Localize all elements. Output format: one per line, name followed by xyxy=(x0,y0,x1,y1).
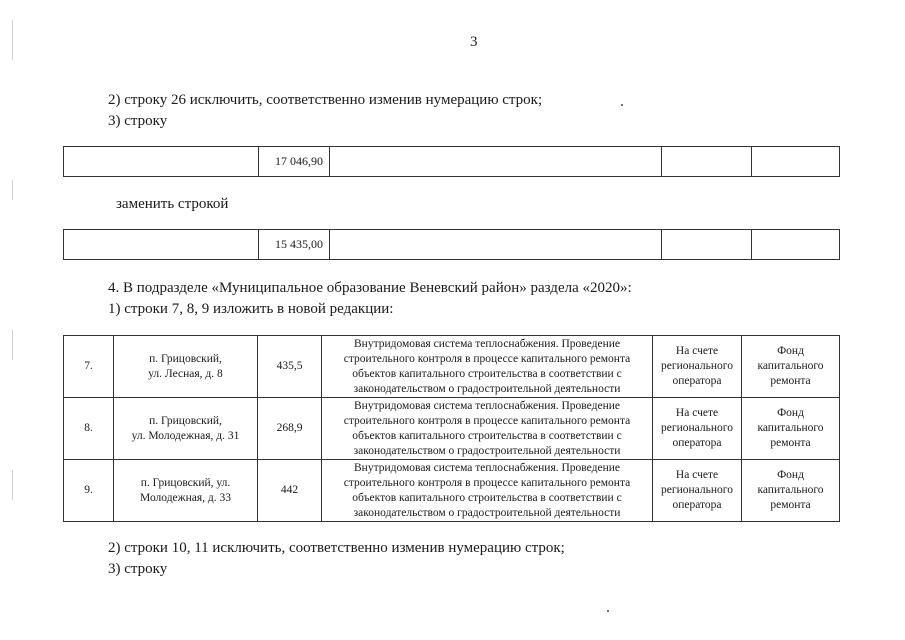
table-row xyxy=(64,398,840,460)
row-account: На счете регионального оператора xyxy=(653,460,742,522)
paragraph-subsection-heading: 4. В подразделе «Муниципальное образование Веневский район» раздела «2020»: xyxy=(108,280,632,296)
paragraph-new-edition: 1) строки 7, 8, 9 изложить в новой редакции: xyxy=(108,301,394,317)
paragraph-replace-with: заменить строкой xyxy=(116,196,229,212)
table-cell xyxy=(64,230,259,260)
row-area: 435,5 xyxy=(258,336,322,398)
table-row xyxy=(64,336,840,398)
row-funding-source: Фонд капитального ремонта xyxy=(742,460,840,522)
table-cell xyxy=(752,147,840,177)
old-row-value: 17 046,90 xyxy=(259,147,330,177)
scan-margin-mark xyxy=(12,20,13,60)
paragraph-exclude-rows-10-11: 2) строки 10, 11 исключить, соответственно изменив нумерацию строк; xyxy=(108,540,565,556)
table-row xyxy=(64,230,840,260)
table-row xyxy=(64,460,840,522)
scan-margin-mark xyxy=(12,470,13,500)
table-cell xyxy=(662,147,752,177)
new-row-value: 15 435,00 xyxy=(259,230,330,260)
houses-table xyxy=(63,335,840,522)
page-number: 3 xyxy=(470,34,478,50)
table-cell xyxy=(64,147,259,177)
row-address: п. Грицовский, ул. Лесная, д. 8 xyxy=(114,336,258,398)
row-account: На счете регионального оператора xyxy=(653,336,742,398)
paragraph-exclude-row-26: 2) строку 26 исключить, соответственно изменив нумерацию строк; xyxy=(108,92,543,108)
row-work-description: Внутридомовая система теплоснабжения. Проведение строительного контроля в процессе капитального ремонта объектов капитального строительства в соответствии с законодательством о градостроительной деятельности xyxy=(322,460,653,522)
paragraph-row-label-2: 3) строку xyxy=(108,561,168,577)
table-cell xyxy=(330,147,662,177)
scan-speck xyxy=(607,610,609,612)
paragraph-row-label: 3) строку xyxy=(108,113,168,129)
row-account: На счете регионального оператора xyxy=(653,398,742,460)
scan-speck xyxy=(621,104,623,106)
table-row xyxy=(64,147,840,177)
row-work-description: Внутридомовая система теплоснабжения. Проведение строительного контроля в процессе капитального ремонта объектов капитального строительства в соответствии с законодательством о градостроительной деятельности xyxy=(322,398,653,460)
table-cell xyxy=(662,230,752,260)
new-row-table xyxy=(63,229,840,260)
row-address: п. Грицовский, ул. Молодежная, д. 31 xyxy=(114,398,258,460)
row-area: 442 xyxy=(258,460,322,522)
row-area: 268,9 xyxy=(258,398,322,460)
row-number: 7. xyxy=(64,336,114,398)
scan-margin-mark xyxy=(12,330,13,360)
row-number: 9. xyxy=(64,460,114,522)
table-cell xyxy=(330,230,662,260)
row-funding-source: Фонд капитального ремонта xyxy=(742,336,840,398)
table-cell xyxy=(752,230,840,260)
row-work-description: Внутридомовая система теплоснабжения. Проведение строительного контроля в процессе капитального ремонта объектов капитального строительства в соответствии с законодательством о градостроительной деятельности xyxy=(322,336,653,398)
row-address: п. Грицовский, ул. Молодежная, д. 33 xyxy=(114,460,258,522)
row-funding-source: Фонд капитального ремонта xyxy=(742,398,840,460)
scan-margin-mark xyxy=(12,180,13,200)
row-number: 8. xyxy=(64,398,114,460)
old-row-table xyxy=(63,146,840,177)
